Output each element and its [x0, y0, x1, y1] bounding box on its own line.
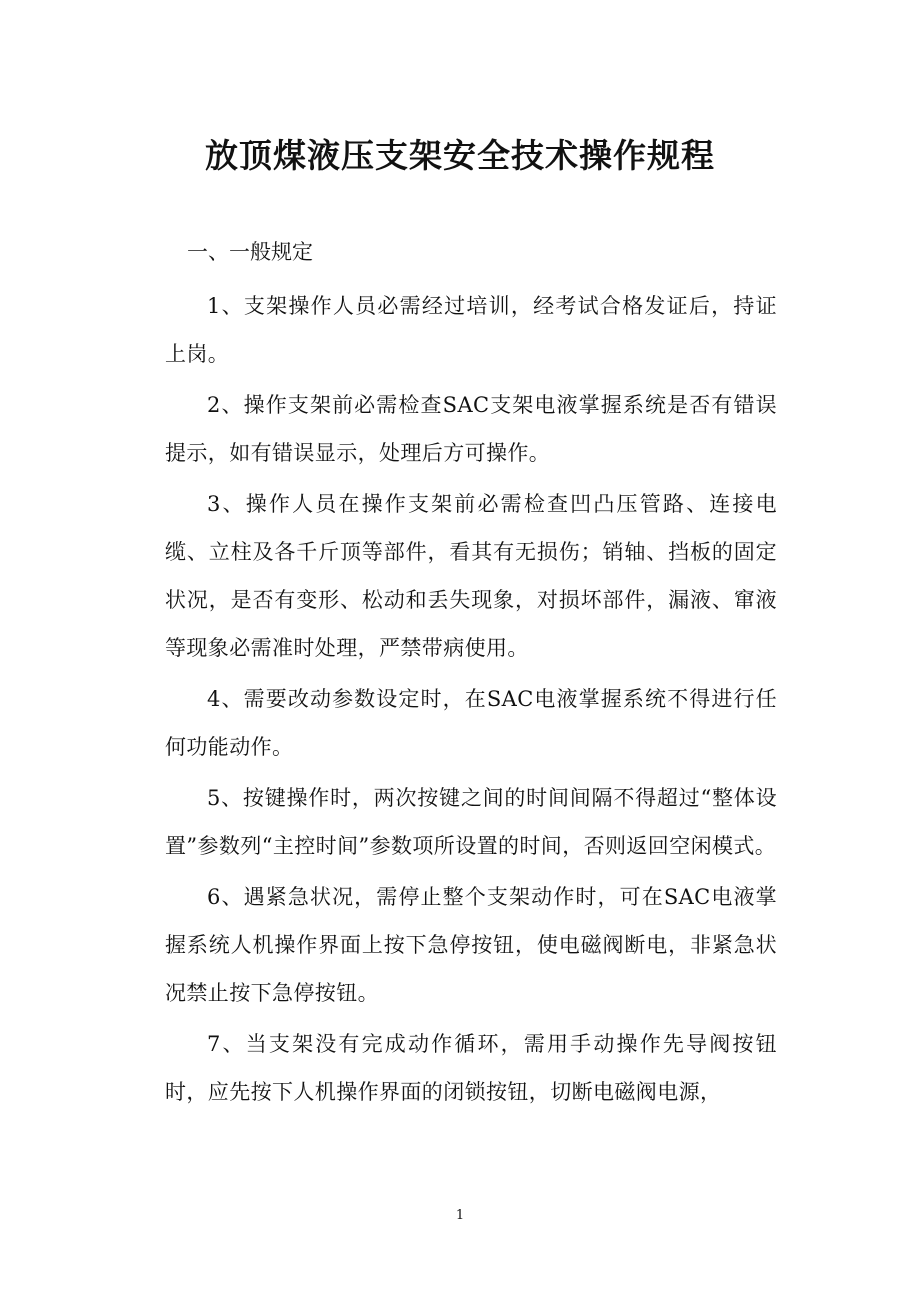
- page-number: 1: [455, 1208, 465, 1223]
- paragraph-5: 5、按键操作时，两次按键之间的时间间隔不得超过“整体设置”参数列“主控时间”参数项所设置的时间，否则返回空闲模式。: [165, 786, 777, 858]
- document-title: 放顶煤液压支架安全技术操作规程: [205, 136, 715, 175]
- paragraph-4: 4、需要改动参数设定时，在SAC电液掌握系统不得进行任何功能动作。: [165, 687, 777, 759]
- paragraph-2: 2、操作支架前必需检查SAC支架电液掌握系统是否有错误提示，如有错误显示，处理后方可操作。: [165, 393, 777, 465]
- paragraph-1: 1、支架操作人员必需经过培训，经考试合格发证后，持证上岗。: [165, 294, 777, 366]
- section-heading: 一、一般规定: [187, 240, 313, 264]
- paragraph-6: 6、遇紧急状况，需停止整个支架动作时，可在SAC电液掌握系统人机操作界面上按下急停按钮，使电磁阀断电，非紧急状况禁止按下急停按钮。: [165, 885, 777, 1005]
- paragraph-3: 3、操作人员在操作支架前必需检查凹凸压管路、连接电缆、立柱及各千斤顶等部件，看其有无损伤；销轴、挡板的固定状况，是否有变形、松动和丢失现象，对损坏部件，漏液、窜液等现象必需准时处理，严禁带病使用。: [165, 492, 777, 660]
- paragraph-7: 7、当支架没有完成动作循环，需用手动操作先导阀按钮时，应先按下人机操作界面的闭锁按钮，切断电磁阀电源，: [165, 1032, 777, 1104]
- document-body: [165, 232, 777, 1119]
